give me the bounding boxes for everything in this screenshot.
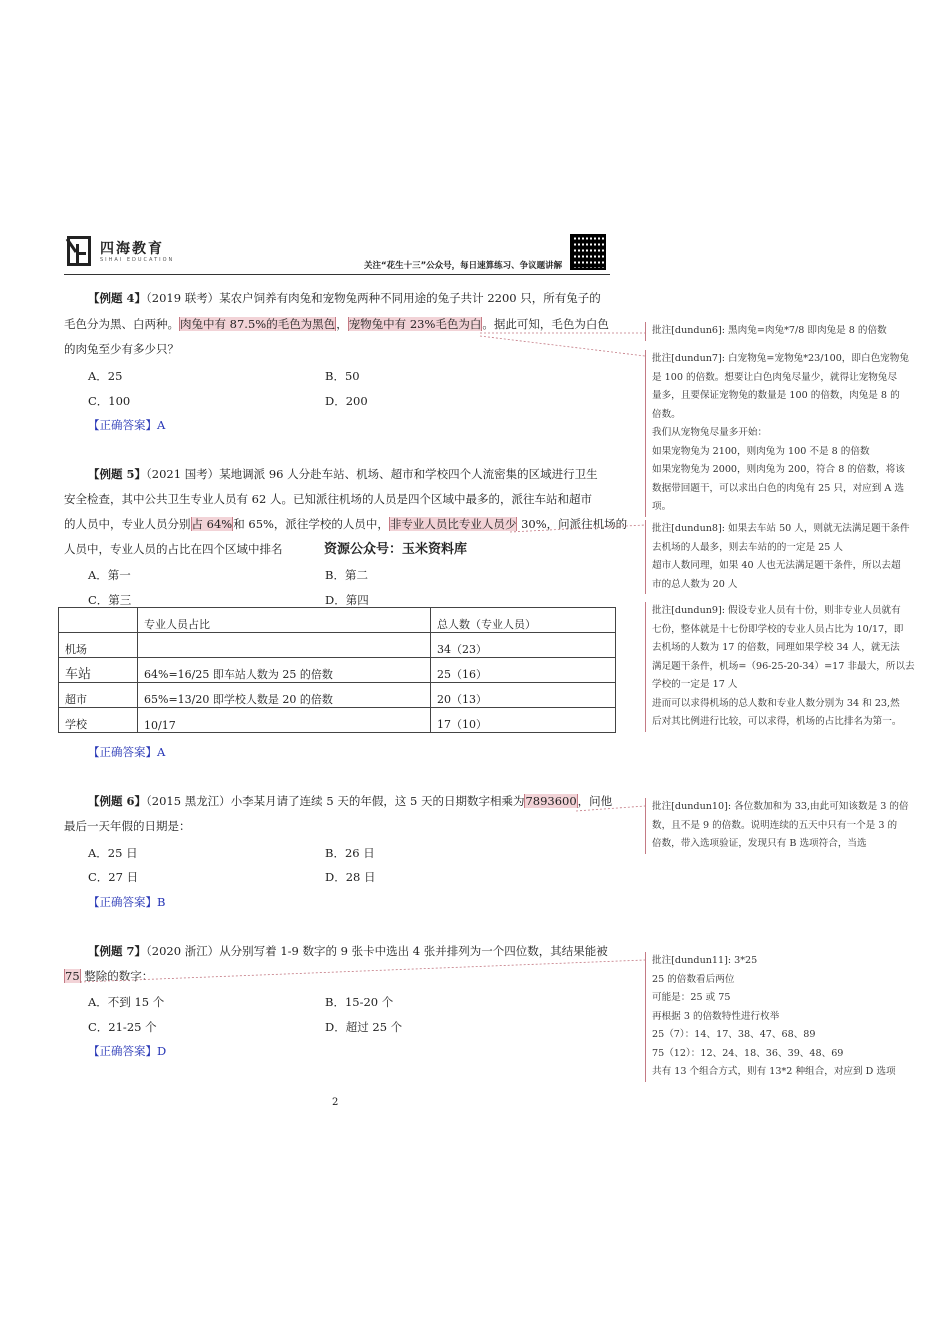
table-cell: 20（13） xyxy=(431,683,616,708)
brand-name: 四海教育 xyxy=(100,241,164,257)
table-cell: 65%=13/20 即学校人数是 20 的倍数 xyxy=(138,683,431,708)
q5-line2: 安全检查，其中公共卫生专业人员有 62 人。已知派往机场的人员是四个区域中最多的，派往车站和超市 xyxy=(64,492,592,506)
comment-line: 批注[dundun7]: 白宠物兔=宠物兔*23/100，即白色宠物兔 xyxy=(652,353,909,364)
comment-line: 如果宠物兔为 2100，则肉兔为 100 不是 8 的倍数 xyxy=(652,445,870,457)
q5-answer: 【正确答案】A xyxy=(88,745,166,759)
comment-line: 数据带回题干，可以求出白色的肉兔有 25 只，对应到 A 选 xyxy=(652,482,904,494)
q4-text: 毛色分为黑、白两种。 xyxy=(64,317,179,331)
table-header-cell: 总人数（专业人员） xyxy=(431,608,616,633)
q5-line4: 人员中，专业人员的占比在四个区域中排名 xyxy=(64,542,283,556)
table-cell: 17（10） xyxy=(431,708,616,733)
comment-line: 批注[dundun6]: 黑肉兔=肉兔*7/8 即肉兔是 8 的倍数 xyxy=(652,325,887,336)
q5-option-a: A．第一 xyxy=(88,568,131,582)
comment-line: 市的总人数为 20 人 xyxy=(652,578,738,590)
q4-answer: 【正确答案】A xyxy=(88,418,166,432)
q7-text: 从分别写着 1-9 数字的 9 张卡中选出 4 张并排列为一个四位数，其结果能被 xyxy=(219,944,608,958)
q4-option-b: B．50 xyxy=(325,369,360,383)
q5-text: 的人员中，专业人员分别 xyxy=(64,517,191,531)
comment-line: 25（7）：14、17、38、47、68、89 xyxy=(652,1029,816,1040)
comment-line: 批注[dundun10]: 各位数加和为 33,由此可知该数是 3 的倍 xyxy=(652,801,909,812)
q6-option-d: D．28 日 xyxy=(325,870,376,884)
q6-highlight-1: 7893600 xyxy=(525,794,577,808)
comment-line: 批注[dundun11]: 3*25 xyxy=(652,955,758,966)
q4-highlight-2: 宠物兔中有 23%毛色为白 xyxy=(348,317,482,331)
comment-dundun7 xyxy=(645,350,920,517)
comment-dundun9 xyxy=(645,602,920,732)
q7-option-c: C．21-25 个 xyxy=(88,1020,157,1034)
q5-text: 30%，问派往机场的 xyxy=(517,517,628,531)
q7-highlight-1: 75 xyxy=(65,969,80,983)
q6-option-c: C．27 日 xyxy=(88,870,139,884)
comment-dundun10 xyxy=(645,798,920,854)
comment-line: 75（12）：12、24、18、36、39、48、69 xyxy=(652,1047,844,1059)
table-cell: 34（23） xyxy=(431,633,616,658)
comment-dundun8 xyxy=(645,520,920,594)
table-cell: 64%=16/25 即车站人数为 25 的倍数 xyxy=(138,658,431,683)
watermark: 资源公众号：玉米资料库 xyxy=(324,542,468,557)
q4-option-d: D．200 xyxy=(325,394,368,408)
comment-line: 超市人数同理，如果 40 人也无法满足题干条件，所以去超 xyxy=(652,560,901,571)
q4-source: （2019 联考） xyxy=(146,291,220,305)
q5-highlight-2: 非专业人员比专业人员少 xyxy=(389,517,517,531)
q6-option-a: A．25 日 xyxy=(88,846,138,860)
q5-text: 和 65%，派往学校的人员中， xyxy=(233,517,389,531)
comment-line: 再根据 3 的倍数特性进行枚举 xyxy=(652,1010,780,1022)
q7-option-b: B．15-20 个 xyxy=(325,995,394,1009)
comment-line: 七份，整体就是十七份即学校的专业人员占比为 10/17，即 xyxy=(652,623,904,635)
q4-highlight-1: 肉兔中有 87.5%的毛色为黑色 xyxy=(180,317,336,331)
table-cell: 机场 xyxy=(59,633,138,658)
comment-line: 是 100 的倍数。想要让白色肉兔尽量少，就得让宠物兔尽 xyxy=(652,371,898,383)
comment-line: 如果宠物兔为 2000，则肉兔为 200，符合 8 的倍数，将该 xyxy=(652,464,905,475)
table-cell: 超市 xyxy=(59,683,138,708)
q6-option-b: B．26 日 xyxy=(325,846,375,860)
q6-label: 【例题 6】 xyxy=(88,794,147,808)
q5-highlight-1: 占 64% xyxy=(191,517,233,531)
comment-line: 项。 xyxy=(652,501,672,512)
q4-option-a: A．25 xyxy=(88,369,123,383)
table-cell: 车站 xyxy=(59,658,138,683)
page-number: 2 xyxy=(332,1097,339,1108)
comment-line: 倍数。 xyxy=(652,408,681,420)
comment-line: 进而可以求得机场的总人数和专业人数分别为 34 和 23,然 xyxy=(652,697,900,709)
comment-line: 学校的一定是 17 人 xyxy=(652,679,738,690)
comment-line: 我们从宠物兔尽量多开始： xyxy=(652,427,768,438)
q6-text: ，问他 xyxy=(577,794,613,808)
comment-line: 批注[dundun9]: 假设专业人员有十份，则非专业人员就有 xyxy=(652,605,901,616)
comment-line: 去机场的人最多，则去车站的的一定是 25 人 xyxy=(652,541,843,553)
comment-line: 量多，且要保证宠物兔的数量是 100 的倍数，肉兔是 8 的 xyxy=(652,390,900,401)
q4-line3: 的肉兔至少有多少只？ xyxy=(64,342,179,356)
comment-dundun6 xyxy=(645,322,920,341)
table-header-cell: 专业人员占比 xyxy=(138,608,431,633)
q4-text: 某农户饲养有肉兔和宠物兔两种不同用途的兔子共计 2200 只，所有兔子的 xyxy=(219,291,601,305)
q7-option-d: D．超过 25 个 xyxy=(325,1020,403,1034)
header-tagline: 关注“花生十三”公众号，每日速算练习、争议题讲解 xyxy=(364,261,563,271)
q6-source: （2015 黑龙江） xyxy=(146,794,231,808)
comment-line: 去机场的人数为 17 的倍数，同理如果学校 34 人，就无法 xyxy=(652,642,900,653)
q7-option-a: A．不到 15 个 xyxy=(88,995,165,1009)
q6-line2: 最后一天年假的日期是： xyxy=(64,819,191,833)
comment-line: 倍数，带入选项验证，发现只有 B 选项符合，当选 xyxy=(652,838,867,849)
q4-label: 【例题 4】 xyxy=(88,291,147,305)
table-cell: 25（16） xyxy=(431,658,616,683)
q5-text: 某地调派 96 人分赴车站、机场、超市和学校四个人流密集的区域进行卫生 xyxy=(219,467,598,481)
q5-source: （2021 国考） xyxy=(146,467,220,481)
q7-source: （2020 浙江） xyxy=(146,944,220,958)
q7-text: 整除的数字： xyxy=(80,969,154,983)
comment-line: 可能是：25 或 75 xyxy=(652,992,731,1003)
q6-text: 小李某月请了连续 5 天的年假，这 5 天的日期数字相乘为 xyxy=(230,794,525,808)
q7-answer: 【正确答案】D xyxy=(88,1044,167,1058)
table-cell: 10/17 xyxy=(138,708,431,733)
q5-option-d: D．第四 xyxy=(325,593,369,607)
q4-text: 。据此可知，毛色为白色 xyxy=(482,317,609,331)
comment-dundun11 xyxy=(645,952,920,1082)
comment-line: 25 的倍数看后两位 xyxy=(652,973,735,985)
q5-option-c: C．第三 xyxy=(88,593,132,607)
brand-sub: SIHAI EDUCATION xyxy=(100,257,175,263)
comment-line: 数，且不是 9 的倍数。说明连续的五天中只有一个是 3 的 xyxy=(652,819,898,831)
q5-option-b: B．第二 xyxy=(325,568,368,582)
comment-line: 批注[dundun8]: 如果去车站 50 人，则就无法满足题干条件 xyxy=(652,523,910,534)
comment-line: 后对其比例进行比较，可以求得，机场的占比排名为第一。 xyxy=(652,716,902,727)
q6-answer: 【正确答案】B xyxy=(88,895,166,909)
q4-text: ， xyxy=(336,317,348,331)
q5-label: 【例题 5】 xyxy=(88,467,147,481)
q4-option-c: C．100 xyxy=(88,394,131,408)
comment-line: 满足题干条件，机场=（96-25-20-34）=17 非最大，所以去 xyxy=(652,660,915,672)
q7-label: 【例题 7】 xyxy=(88,944,147,958)
comment-line: 共有 13 个组合方式，则有 13*2 种组合，对应到 D 选项 xyxy=(652,1066,896,1077)
table-cell: 学校 xyxy=(59,708,138,733)
